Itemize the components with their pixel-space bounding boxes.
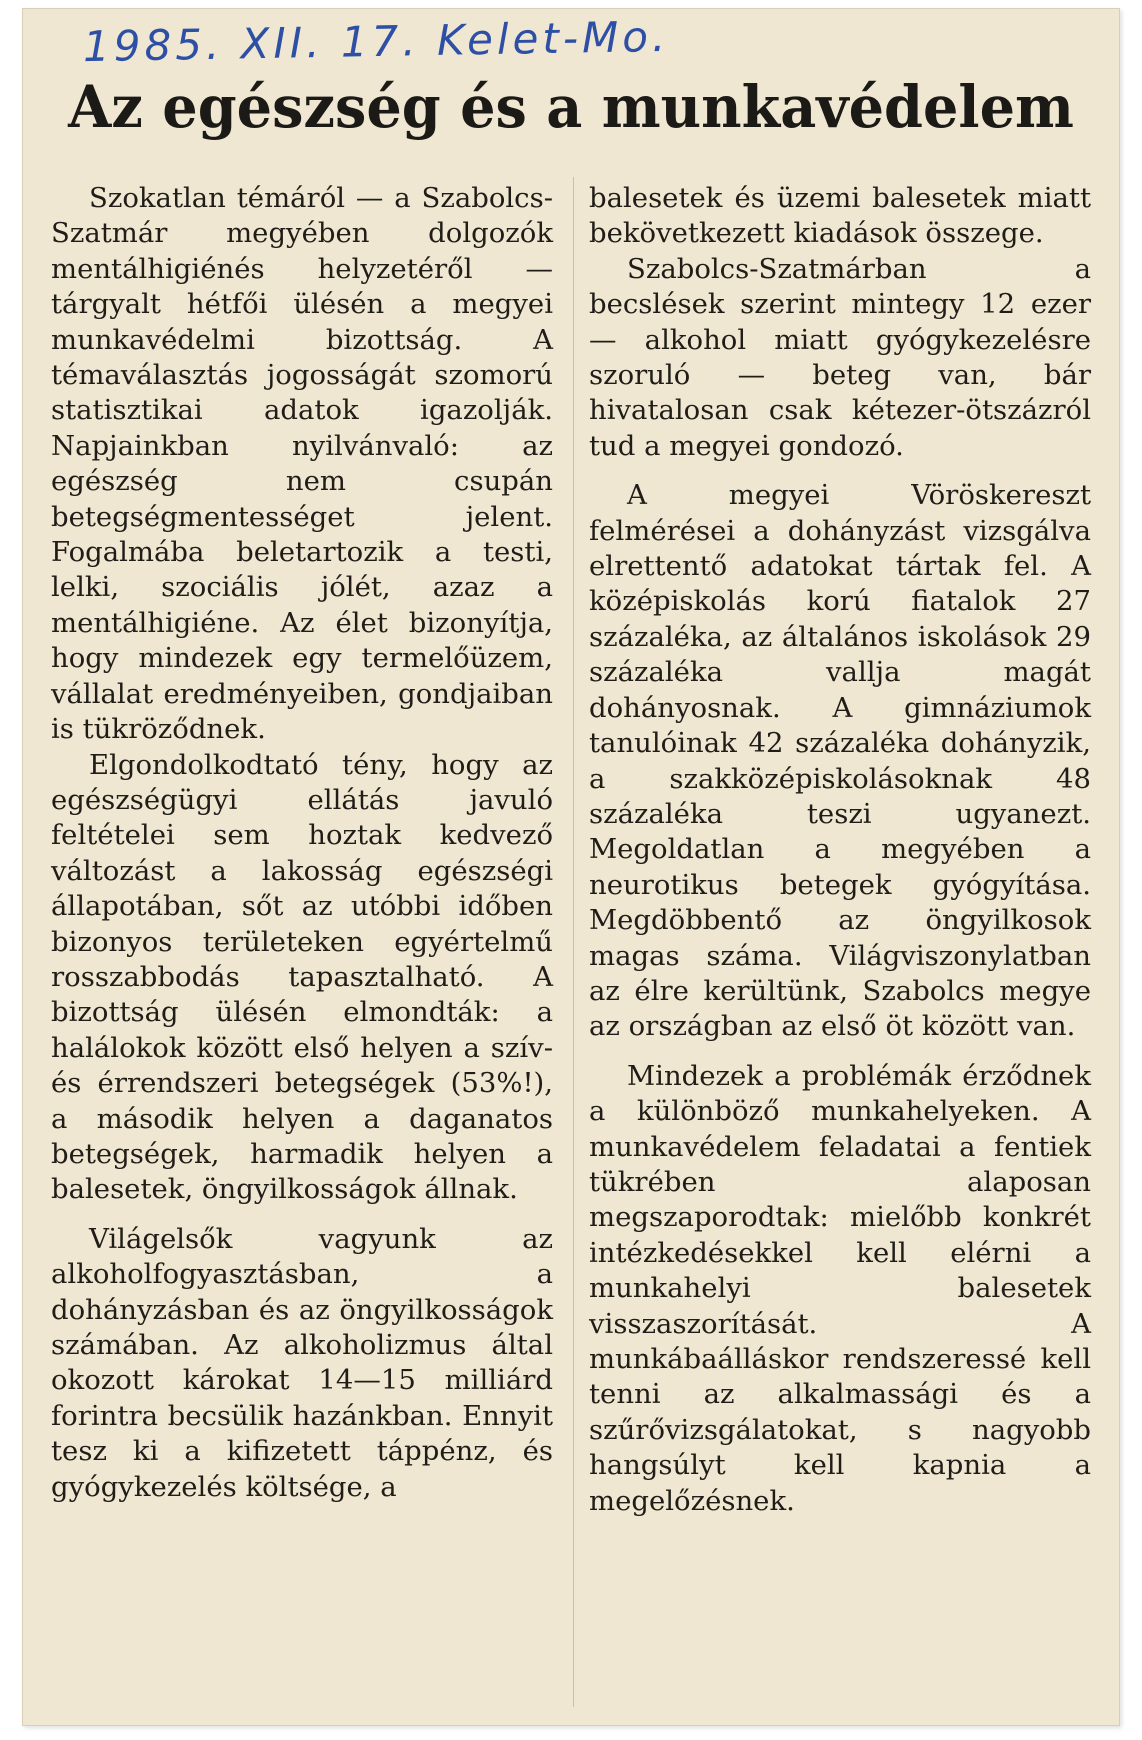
paragraph: Elgondolkodtató tény, hogy az egészségügyi ellátás javuló feltételei sem hoztak kedvező változást a lakosság egészségi állapotában, sőt az utóbbi időben bizonyos területeken egyértelmű rosszabbodás tapasztalható. A bizottság ülésén elmondták: a halálokok között első helyen a szív- és érrendszeri betegségek (53%!), a második helyen a daganatos betegségek, harmadik helyen a balesetek, öngyilkosságok állnak. bbox=[51, 748, 553, 1206]
article-column-left bbox=[51, 181, 553, 1505]
newspaper-clipping bbox=[22, 8, 1120, 1726]
headline: Az egészség és a munkavédelem bbox=[68, 73, 1074, 141]
paragraph: balesetek és üzemi balesetek miatt bekövetkezett kiadások összege. bbox=[589, 182, 1091, 250]
article-column-right bbox=[589, 181, 1091, 1519]
paragraph: Szokatlan témáról — a Szabolcs-Szatmár megyében dolgozók mentálhigiénés helyzetéről — tárgyalt hétfői ülésén a megyei munkavédelmi bizottság. A témaválasztás jogosságát szomorú statisztikai adatok igazolják. Napjainkban nyilvánvaló: az egészség nem csupán betegségmentességet jelent. Fogalmába beletartozik a testi, lelki, szociális jólét, azaz a mentálhigiéne. Az élet bizonyítja, hogy mindezek egy termelőüzem, vállalat eredményeiben, gondjaiban is tükröződnek. bbox=[51, 182, 553, 746]
column-divider bbox=[573, 177, 574, 1707]
paragraph: Világelsők vagyunk az alkoholfogyasztásban, a dohányzásban és az öngyilkosságok számában. Az alkoholizmus által okozott károkat 14—15 milliárd forintra becsülik hazánkban. Ennyit tesz ki a kifizetett táppénz, és gyógykezelés költsége, a bbox=[51, 1222, 553, 1503]
paragraph: Szabolcs-Szatmárban a becslések szerint mintegy 12 ezer — alkohol miatt gyógykezelésre szoruló — beteg van, bár hivatalosan csak kétezer-ötszázról tud a megyei gondozó. bbox=[589, 252, 1091, 462]
paragraph: Mindezek a problémák érződnek a különböző munkahelyeken. A munkavédelem feladatai a fentiek tükrében alaposan megszaporodtak: mielőbb konkrét intézkedésekkel kell elérni a munkahelyi balesetek visszaszorítását. A munkábaálláskor rendszeressé kell tenni az alkalmassági és a szűrővizsgálatokat, s nagyobb hangsúlyt kell kapnia a megelőzésnek. bbox=[589, 1059, 1091, 1517]
handwritten-date-note: 1985. XII. 17. Kelet-Mo. bbox=[82, 11, 670, 72]
paragraph: A megyei Vöröskereszt felmérései a dohányzást vizsgálva elrettentő adatokat tártak fel. A középiskolás korú fiatalok 27 százaléka, az általános iskolások 29 százaléka vallja magát dohányosnak. A gimnáziumok tanulóinak 42 százaléka dohányzik, a szakközépiskolásoknak 48 százaléka teszi ugyanezt. Megoldatlan a megyében a neurotikus betegek gyógyítása. Megdöbbentő az öngyilkosok magas száma. Világviszonylatban az élre kerültünk, Szabolcs megye az országban az első öt között van. bbox=[589, 479, 1091, 1043]
